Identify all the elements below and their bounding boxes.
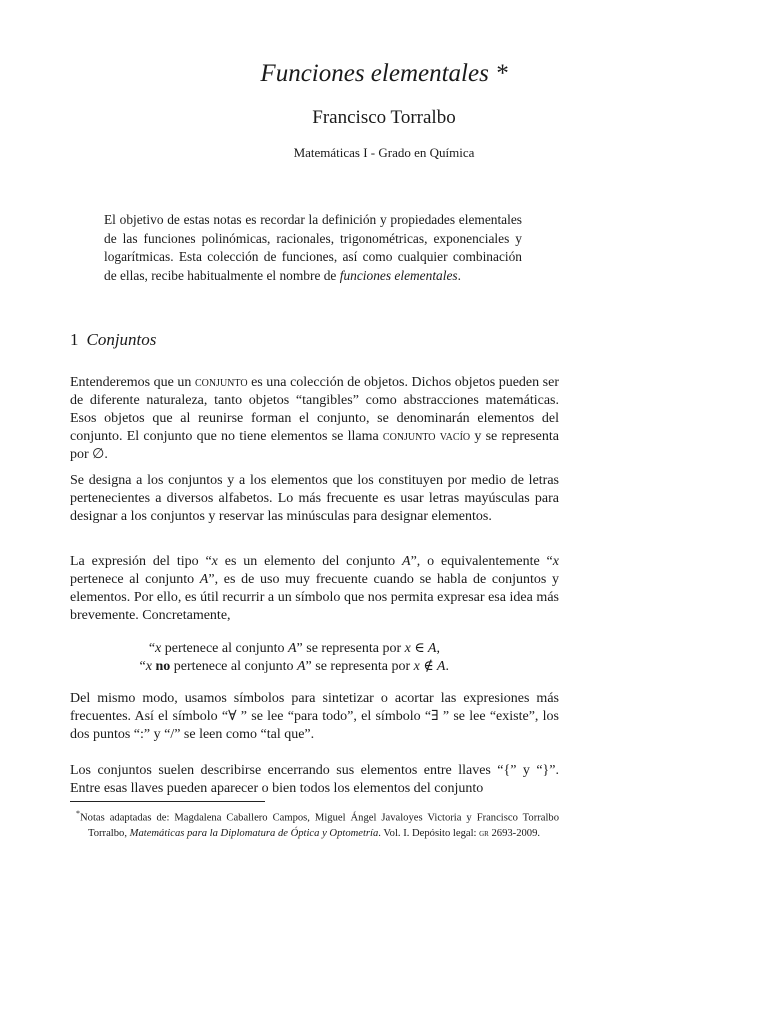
p1-term-conjunto: conjunto [194, 375, 248, 390]
title-text: Funciones elementales [260, 60, 489, 87]
p3-a: La expresión del tipo “ [70, 554, 212, 569]
d1-open: “ [148, 641, 156, 656]
footnote-a: Notas adaptadas de: Magdalena Caballero Campos, Miguel Ángel Javaloyes Victoria y Francisco Torralbo Torralbo, [80, 812, 559, 839]
abstract-text: El objetivo de estas notas es recordar la definición y propiedades elementales de las funciones polinómicas, racionales, trigonométricas, exponenciales y logarítmicas. Esta colección de funciones, así como cualquier combinación de ellas, recibe habitualmente el nombre de [104, 212, 522, 283]
title-footnote-mark: * [495, 60, 508, 87]
footnote-c: . [537, 827, 541, 839]
d2-no: no [155, 659, 171, 674]
p3-b: es un elemento del conjunto [217, 554, 403, 569]
p1-term-conjunto-vacio: conjunto vacío [382, 429, 471, 444]
section-number: 1 [70, 330, 79, 349]
section-title: Conjuntos [86, 330, 157, 349]
abstract-term: funciones elementales [339, 267, 458, 283]
paragraph-1 [70, 374, 559, 464]
abstract-end: . [457, 267, 461, 283]
footnote-code: gr 2693-2009 [479, 827, 538, 839]
footnote-b: . Vol. I. Depósito legal: [378, 827, 477, 839]
p3-A1: A [402, 554, 411, 569]
paragraph-5: Los conjuntos suelen describirse encerrando sus elementos entre llaves “{” y “}”. Entre esas llaves pueden aparecer o bien todos los elementos del conjunto [70, 763, 559, 796]
footnote-mark: * [76, 809, 80, 818]
p3-d: pertenece al conjunto [70, 572, 200, 587]
p1-a: Entenderemos que un [70, 375, 192, 390]
d1-x: x [155, 641, 162, 656]
p3-c: ”, o equivalentemente “ [410, 554, 553, 569]
p3-x1: x [211, 554, 218, 569]
d2-open: “ [139, 659, 146, 674]
d1-tail: ” se representa por [296, 641, 405, 656]
p1-b: es una colección de objetos. Dichos objetos pueden ser de diferente naturaleza, tanto objetos “tangibles” como abstracciones matemáticas. Esos objetos que al reunirse forman el conjunto, se denominarán elementos del conjunto. El conjunto que no tiene elementos se llama [70, 375, 559, 444]
section-heading [70, 330, 156, 350]
footnote-book: Matemáticas para la Diplomatura de Óptica y Optometría [129, 827, 379, 839]
abstract [104, 211, 522, 285]
author-name: Francisco Torralbo [312, 107, 456, 128]
d2-tail: ” se representa por [305, 659, 414, 674]
paragraph-2: Se designa a los conjuntos y a los elementos que los constituyen por medio de letras pertenecientes a diversos alfabetos. Lo más frecuente es usar letras mayúsculas para designar a los conjuntos y reservar las minúsculas para designar elementos. [70, 473, 559, 524]
d2-end: . [445, 659, 449, 674]
paragraph-3 [70, 553, 559, 625]
d1-A: A [287, 641, 297, 656]
document-title [0, 60, 768, 88]
d2-expr: x ∉ A [413, 659, 446, 674]
course-name: Matemáticas I - Grado en Química [293, 145, 475, 160]
d1-mid: pertenece al conjunto [161, 641, 288, 656]
d2-mid: pertenece al conjunto [170, 659, 297, 674]
d1-end: , [436, 641, 440, 656]
d2-A: A [296, 659, 306, 674]
d2-x: x [145, 659, 152, 674]
footnote [76, 806, 559, 841]
d1-expr: x ∈ A [404, 641, 437, 656]
p3-x2: x [552, 554, 559, 569]
p1-c: y se representa por ∅. [70, 429, 559, 462]
p3-A2: A [199, 572, 209, 587]
p3-e: ”, es de uso muy frecuente cuando se habla de conjuntos y elementos. Por ello, es útil recurrir a un símbolo que nos permita expresar esa idea más brevemente. Concretamente, [70, 572, 560, 623]
footnote-rule [70, 801, 265, 802]
paragraph-4: Del mismo modo, usamos símbolos para sintetizar o acortar las expresiones más frecuentes. Así el símbolo “∀ ” se lee “para todo”, el símbolo “∃ ” se lee “existe”, los dos puntos “:” y “/” se leen como “tal que”. [70, 691, 559, 742]
